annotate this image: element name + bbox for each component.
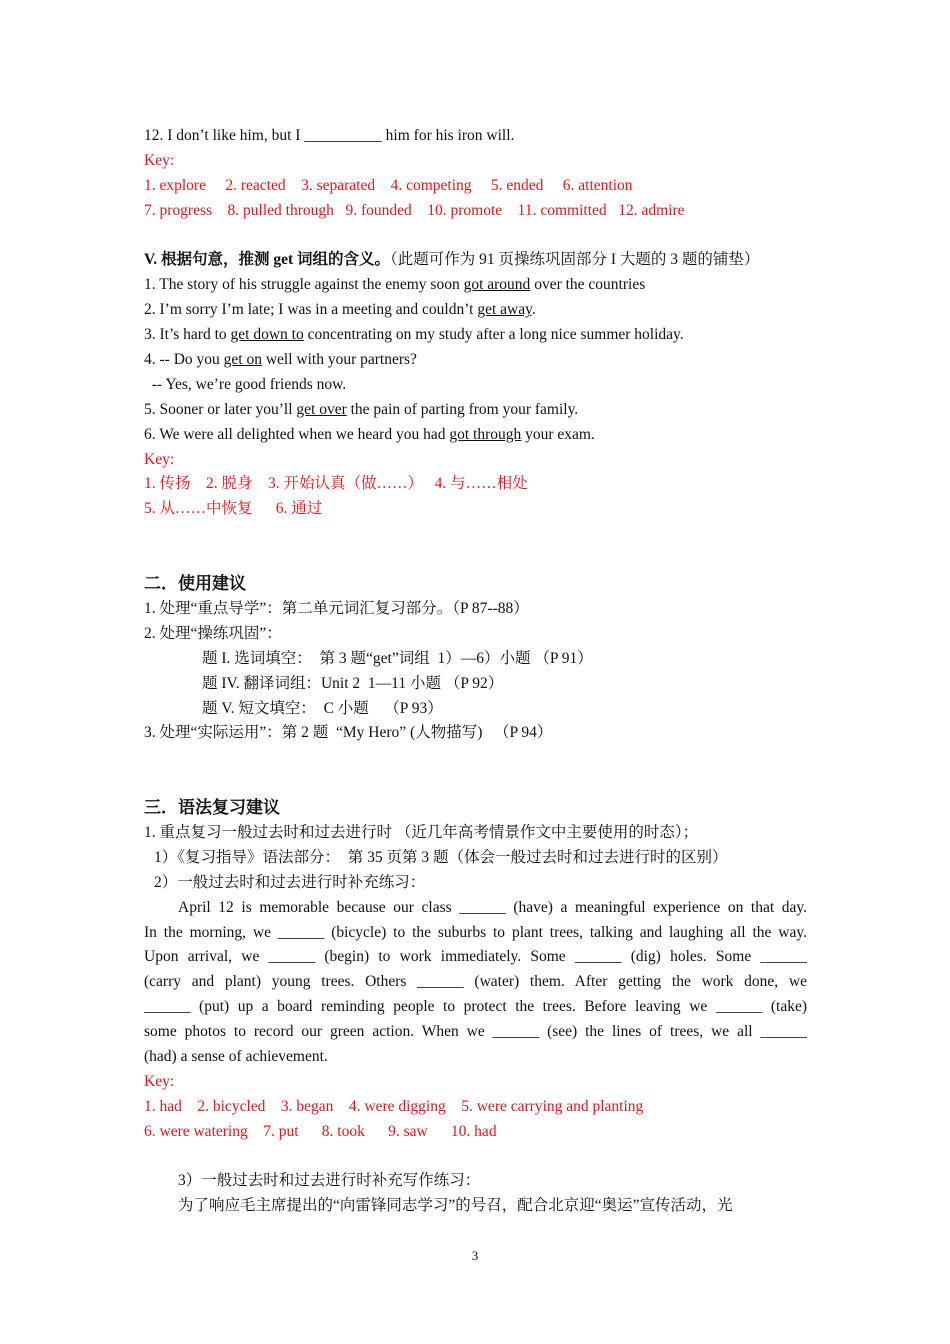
item-text: 3. It’s hard to [144,326,231,344]
underlined-phrase: got through [449,425,522,443]
section-v-item [144,373,807,398]
section-v-item [144,398,807,423]
item-text: 6. We were all delighted when we heard you had [144,425,450,443]
section-3-title: 三．语法复习建议 [144,798,280,818]
section-v-key-line-2: 5. 从……中恢复 6. 通过 [144,500,323,518]
exercise-paragraph-line: Upon arrival, we ______ (begin) to work immediately. Some ______ (dig) holes. Some ______ [144,948,807,966]
section-2-task-1: 题 I. 选词填空： 第 3 题“get”词组 1）—6）小题 （P 91） [202,649,593,667]
section-3-item-1: 1. 重点复习一般过去时和过去进行时 （近几年高考情景作文中主要使用的时态）； [144,823,699,841]
underlined-phrase: get over [296,400,347,418]
underlined-phrase: get down to [230,326,304,344]
section-3-key-line-1: 1. had 2. bicycled 3. began 4. were digging 5. were carrying and planting [144,1097,644,1115]
underlined-phrase: got around [463,276,531,294]
item-text-end: well with your partners? [261,351,417,369]
item-text: 5. Sooner or later you’ll [144,400,297,418]
exercise-paragraph-line: April 12 is memorable because our class ______ (have) a meaningful experience on that day. [178,898,807,916]
item-text: 2. I’m sorry I’m late; I was in a meeting and couldn’t [144,301,478,319]
section-2-item-1: 1. 处理“重点导学”：第二单元词汇复习部分。（P 87--88） [144,599,529,617]
key-answers-line-1: 1. explore 2. reacted 3. separated 4. competing 5. ended 6. attention [144,176,633,194]
section-v-key-line-1: 1. 传扬 2. 脱身 3. 开始认真（做……） 4. 与……相处 [144,475,528,493]
page-number: 3 [471,1248,479,1263]
item-text-end: your exam. [521,425,595,443]
section-v-item [144,423,807,448]
page-content [144,124,807,1219]
underlined-phrase: get on [223,351,262,369]
section-2-title: 二．使用建议 [144,574,246,594]
section-v-key-label: Key: [144,450,175,468]
exercise-paragraph-line: some photos to record our green action. When we ______ (see) the lines of trees, we all ______ [144,1023,807,1041]
writing-prompt: 为了响应毛主席提出的“向雷锋同志学习”的号召，配合北京迎“奥运”宣传活动，光 [178,1197,733,1215]
section-2-item-2: 2. 处理“操练巩固”： [144,624,282,642]
section-2-item-3: 3. 处理“实际运用”：第 2 题 “My Hero” (人物描写) （P 94） [144,724,553,742]
key-answers-line-2: 7. progress 8. pulled through 9. founded 10. promote 11. committed 12. admire [144,201,685,219]
item-text-end: the pain of parting from your family. [346,400,579,418]
item-text-end: . [531,301,536,319]
section-v-item [144,273,807,298]
item-text: 1. The story of his struggle against the enemy soon [144,276,464,294]
key-label: Key: [144,151,175,169]
section-2-task-2: 题 IV. 翻译词组：Unit 2 1—11 小题 （P 92） [202,674,504,692]
section-v-items [144,273,807,447]
exercise-paragraph-line: In the morning, we ______ (bicycle) to the suburbs to plant trees, talking and laughing all the way. [144,923,807,941]
item-text: -- Yes, we’re good friends now. [144,375,347,393]
section-v-item [144,348,807,373]
section-v-item [144,323,807,348]
section-v-note: （此题可作为 91 页操练巩固部分 I 大题的 3 题的铺垫） [390,251,760,269]
exercise-paragraph-last-line: (had) a sense of achievement. [144,1047,328,1065]
item-text-end: over the countries [530,276,646,294]
section-3-sub-2: 2）一般过去时和过去进行时补充练习： [154,873,426,891]
section-2-task-3: 题 V. 短文填空： C 小题 （P 93） [202,699,443,717]
question-12: 12. I don’t like him, but I __________ him for his iron will. [144,127,515,144]
item-text-end: concentrating on my study after a long nice summer holiday. [303,326,684,344]
underlined-phrase: get away [477,301,532,319]
section-v-title: V. 根据句意，推测 get 词组的含义。 [144,251,390,269]
exercise-paragraph-line: ______ (put) up a board reminding people to protect the trees. Before leaving we ______ (take) [144,998,807,1016]
section-3-sub-3: 3）一般过去时和过去进行时补充写作练习： [178,1172,481,1190]
section-3-key-line-2: 6. were watering 7. put 8. took 9. saw 10. had [144,1122,497,1140]
section-3-sub-1: 1）《复习指导》语法部分： 第 35 页第 3 题（体会一般过去时和过去进行时的区别） [154,848,728,866]
section-3-key-label: Key: [144,1072,175,1090]
section-v-heading [144,248,807,273]
exercise-paragraph-line: (carry and plant) young trees. Others ______ (water) them. After getting the work done, we [144,973,807,991]
section-v-item [144,298,807,323]
item-text: 4. -- Do you [144,351,224,369]
